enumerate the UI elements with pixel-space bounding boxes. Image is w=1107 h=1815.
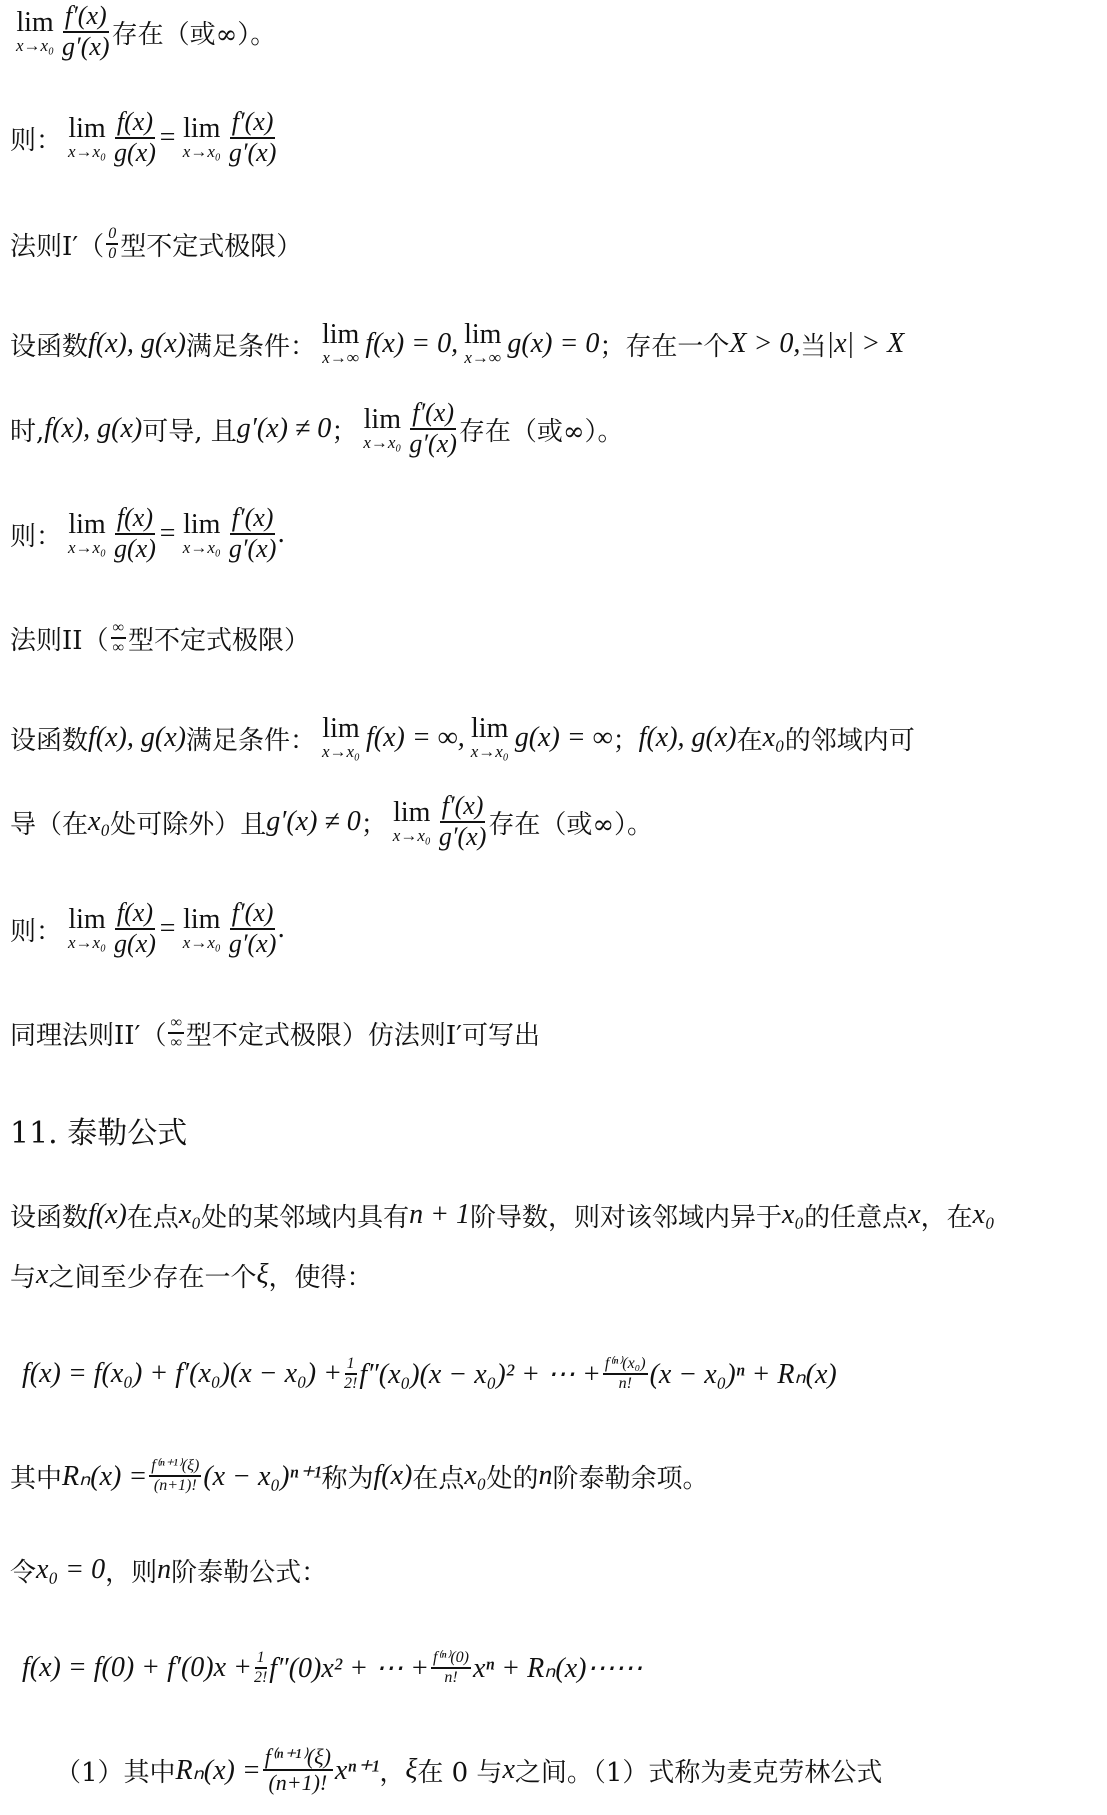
math-expression: ξ: [256, 1259, 269, 1290]
lim-label: lim: [183, 508, 221, 540]
denominator: ∞: [170, 1034, 182, 1051]
text-run: 的邻域内可: [784, 725, 915, 756]
text-run: 的任意点: [804, 1202, 909, 1233]
lim-label: lim: [393, 796, 431, 828]
text-line: [10, 777, 653, 867]
fraction: [168, 1014, 183, 1051]
lim-label: lim: [471, 712, 509, 744]
fraction: [149, 1457, 201, 1494]
limit-operator: [321, 712, 360, 762]
text-run: 可导, 且: [142, 416, 237, 447]
text-run: 则：: [10, 521, 63, 552]
lim-label: lim: [363, 403, 401, 435]
lim-subscript: x→x₀: [182, 932, 221, 952]
math-expression: x₀: [88, 806, 111, 837]
text-run: 设函数: [10, 1202, 89, 1233]
fraction: [439, 792, 487, 851]
lim-subscript: x→x₀: [392, 825, 431, 845]
math-expression: f(x), g(x): [638, 722, 737, 753]
fraction: [229, 108, 277, 167]
math-expression: f″(0)x² + ⋯ +: [269, 1653, 429, 1684]
text-run: 法则I′（: [10, 231, 105, 262]
text-line: [10, 384, 624, 474]
math-expression: .: [278, 913, 286, 944]
math-expression: n: [157, 1554, 172, 1585]
text-run: 阶泰勒余项。: [552, 1463, 709, 1494]
math-expression: g(x) = ∞: [514, 722, 613, 753]
math-expression: f(x): [88, 1199, 127, 1230]
text-run: 称为: [321, 1463, 374, 1494]
denominator: g′(x): [438, 822, 487, 851]
lim-subscript: x→x₀: [182, 537, 221, 557]
denominator: g(x): [114, 534, 156, 563]
fraction: [431, 1649, 471, 1686]
math-expression: (x − x₀)ⁿ + Rₙ(x): [649, 1359, 837, 1390]
math-expression: Rₙ(x) =: [175, 1755, 261, 1786]
text-run: 型不定式极限）: [120, 231, 303, 262]
lim-subscript: x→x₀: [68, 141, 107, 161]
denominator: n!: [618, 1375, 632, 1392]
text-run: 设函数: [10, 331, 89, 362]
numerator: f′(x): [230, 504, 276, 535]
text-run: ，: [379, 1757, 406, 1788]
limit-operator: [182, 112, 221, 162]
math-expression: f(x) = 0,: [365, 328, 459, 359]
numerator: f⁽ⁿ⁾(x₀): [603, 1355, 648, 1375]
denominator: g′(x): [409, 429, 457, 458]
fraction: [254, 1649, 267, 1686]
denominator: g(x): [114, 138, 156, 167]
math-expression: x: [36, 1259, 49, 1290]
lim-label: lim: [322, 712, 360, 744]
math-expression: =: [157, 122, 177, 153]
denominator: ∞: [112, 639, 124, 656]
limit-operator: [470, 712, 509, 762]
numerator: f(x): [115, 504, 155, 535]
text-run: 满足条件：: [185, 725, 316, 756]
denominator: (n+1)!: [153, 1477, 197, 1494]
fraction: [114, 108, 156, 167]
math-expression: .: [278, 518, 286, 549]
fraction: [409, 399, 457, 458]
text-run: ；存在一个: [599, 331, 730, 362]
math-expression: x₀ = 0: [36, 1554, 106, 1585]
text-run: ；: [612, 725, 639, 756]
lim-subscript: x→∞: [322, 347, 359, 367]
math-expression: x: [502, 1754, 515, 1785]
numerator: f′(x): [63, 2, 109, 33]
text-run: 阶泰勒公式：: [171, 1557, 328, 1588]
fraction: [111, 619, 126, 656]
denominator: 2!: [343, 1375, 358, 1392]
numerator: ∞: [111, 619, 126, 639]
fraction: [62, 2, 110, 61]
fraction: [344, 1355, 357, 1392]
text-run: 存在（或∞）。: [111, 19, 277, 50]
math-expression: xⁿ + Rₙ(x)⋯⋯: [472, 1653, 643, 1684]
fraction: [114, 899, 156, 958]
text-line: [10, 1230, 372, 1320]
math-expression: n + 1: [409, 1199, 470, 1230]
text-line: [10, 884, 285, 974]
text-run: ；: [360, 809, 387, 840]
math-expression: g′(x) ≠ 0: [266, 806, 361, 837]
text-run: （1）其中: [55, 1757, 176, 1788]
math-expression: xⁿ⁺¹: [334, 1755, 380, 1786]
numerator: 1: [255, 1649, 267, 1669]
text-run: 其中: [10, 1463, 63, 1494]
math-expression: x₀: [782, 1199, 805, 1230]
numerator: 1: [345, 1355, 357, 1375]
math-expression: f(x), g(x): [88, 328, 186, 359]
text-line: [10, 299, 904, 389]
numerator: f⁽ⁿ⁾(0): [431, 1649, 471, 1669]
lim-label: lim: [16, 6, 54, 38]
math-expression: x: [908, 1199, 921, 1230]
lim-subscript: x→x₀: [363, 432, 402, 452]
text-run: ，在: [920, 1202, 973, 1233]
text-line: [22, 1623, 642, 1713]
limit-operator: [68, 508, 107, 558]
text-line: [10, 1525, 327, 1615]
text-run: 处的某邻域内具有: [201, 1202, 410, 1233]
numerator: f(x): [115, 108, 155, 139]
math-expression: f(x), g(x): [88, 722, 186, 753]
math-expression: x₀: [178, 1199, 202, 1230]
text-run: 与: [10, 1262, 37, 1293]
math-expression: x₀: [762, 722, 785, 753]
lim-subscript: x→x₀: [16, 35, 55, 55]
text-run: 在: [736, 725, 763, 756]
text-run: 处可除外）且: [110, 809, 267, 840]
numerator: f′(x): [230, 108, 276, 139]
text-run: 令: [10, 1557, 37, 1588]
text-line: [10, 988, 540, 1078]
math-expression: =: [157, 518, 177, 549]
lim-subscript: x→x₀: [68, 537, 107, 557]
numerator: f⁽ⁿ⁺¹⁾(ξ): [149, 1457, 201, 1477]
denominator: g′(x): [228, 929, 277, 958]
lim-label: lim: [464, 318, 502, 350]
lim-label: lim: [68, 508, 106, 540]
text-line: [55, 1725, 882, 1815]
denominator: 0: [108, 245, 117, 262]
fraction: [263, 1745, 333, 1795]
math-expression: ξ: [405, 1754, 418, 1785]
denominator: g′(x): [228, 534, 277, 563]
text-line: [10, 489, 285, 579]
numerator: ∞: [168, 1014, 183, 1034]
lim-label: lim: [321, 318, 360, 350]
text-run: ，使得：: [268, 1262, 373, 1293]
text-run: 在 0 与: [417, 1757, 503, 1788]
text-run: 之间。（1）式称为麦克劳林公式: [514, 1757, 883, 1788]
limit-operator: [392, 796, 431, 846]
text-run: 同理法则II′（: [10, 1020, 167, 1051]
fraction: [106, 225, 118, 262]
text-run: 则：: [10, 125, 63, 156]
text-run: 设函数: [10, 725, 89, 756]
text-line: [10, 593, 310, 683]
numerator: f′(x): [230, 899, 276, 930]
text-run: 存在（或∞）。: [458, 416, 624, 447]
math-expression: g′(x) ≠ 0: [236, 413, 332, 444]
text-line: [22, 1329, 837, 1419]
text-run: 存在（或∞）。: [488, 809, 654, 840]
lim-label: lim: [68, 112, 106, 144]
text-line: [10, 1431, 709, 1521]
math-expression: (x − x₀)ⁿ⁺¹: [203, 1461, 322, 1492]
text-run: 时,: [10, 416, 45, 447]
limit-operator: [182, 508, 221, 558]
math-expression: |x| > X: [826, 328, 905, 359]
denominator: n!: [444, 1669, 458, 1686]
text-run: 11. 泰勒公式: [10, 1116, 188, 1151]
text-run: 型不定式极限）仿法则I′可写出: [185, 1020, 541, 1051]
denominator: (n+1)!: [268, 1770, 328, 1795]
math-expression: n: [538, 1460, 553, 1491]
limit-operator: [182, 903, 221, 953]
section-heading: [10, 1085, 187, 1175]
math-expression: x₀: [464, 1460, 487, 1491]
limit-operator: [363, 403, 402, 453]
fraction: [229, 504, 277, 563]
math-expression: f(x) = ∞,: [365, 722, 465, 753]
fraction: [603, 1355, 648, 1392]
text-run: ，则: [105, 1557, 158, 1588]
text-line: [10, 93, 278, 183]
text-run: 处的: [486, 1463, 539, 1494]
text-run: 在点: [126, 1202, 179, 1233]
lim-subscript: x→∞: [464, 347, 502, 367]
fraction: [229, 899, 277, 958]
text-run: 则：: [10, 916, 63, 947]
math-expression: =: [157, 913, 177, 944]
text-run: 在点: [412, 1463, 465, 1494]
denominator: 2!: [253, 1669, 268, 1686]
text-run: 导（在: [10, 809, 89, 840]
text-run: 当: [800, 331, 827, 362]
math-expression: g(x) = 0: [507, 328, 600, 359]
numerator: f(x): [115, 899, 155, 930]
limit-operator: [321, 318, 360, 368]
math-expression: Rₙ(x) =: [62, 1461, 148, 1492]
denominator: g′(x): [62, 32, 110, 61]
lim-subscript: x→x₀: [470, 741, 509, 761]
text-run: 满足条件：: [185, 331, 316, 362]
lim-label: lim: [68, 903, 106, 935]
math-expression: f(x) = f(0) + f′(0)x +: [22, 1652, 252, 1683]
math-expression: X > 0,: [729, 328, 801, 359]
limit-operator: [16, 6, 55, 56]
text-run: 法则II（: [10, 625, 109, 656]
text-line: [10, 199, 302, 289]
lim-subscript: x→x₀: [68, 932, 107, 952]
text-run: 型不定式极限）: [127, 625, 310, 656]
numerator: f′(x): [440, 792, 486, 823]
numerator: 0: [106, 225, 118, 245]
lim-subscript: x→x₀: [182, 141, 221, 161]
math-expression: f″(x₀)(x − x₀)² + ⋯ +: [359, 1359, 601, 1390]
math-expression: f(x), g(x): [44, 413, 143, 444]
text-run: 阶导数，则对该邻域内异于: [469, 1202, 782, 1233]
text-line: [10, 0, 276, 77]
text-run: 之间至少存在一个: [48, 1262, 257, 1293]
limit-operator: [464, 318, 502, 368]
lim-label: lim: [183, 112, 221, 144]
numerator: f⁽ⁿ⁺¹⁾(ξ): [263, 1745, 333, 1771]
math-expression: f(x) = f(x₀) + f′(x₀)(x − x₀) +: [22, 1358, 342, 1389]
lim-label: lim: [183, 903, 221, 935]
math-expression: f(x): [373, 1460, 413, 1491]
numerator: f′(x): [410, 399, 456, 430]
denominator: g′(x): [228, 138, 277, 167]
math-expression: x₀: [972, 1199, 995, 1230]
limit-operator: [68, 903, 107, 953]
limit-operator: [68, 112, 107, 162]
fraction: [114, 504, 156, 563]
lim-subscript: x→x₀: [321, 741, 360, 761]
denominator: g(x): [114, 929, 156, 958]
text-run: ；: [331, 416, 358, 447]
text-line: [10, 693, 915, 783]
